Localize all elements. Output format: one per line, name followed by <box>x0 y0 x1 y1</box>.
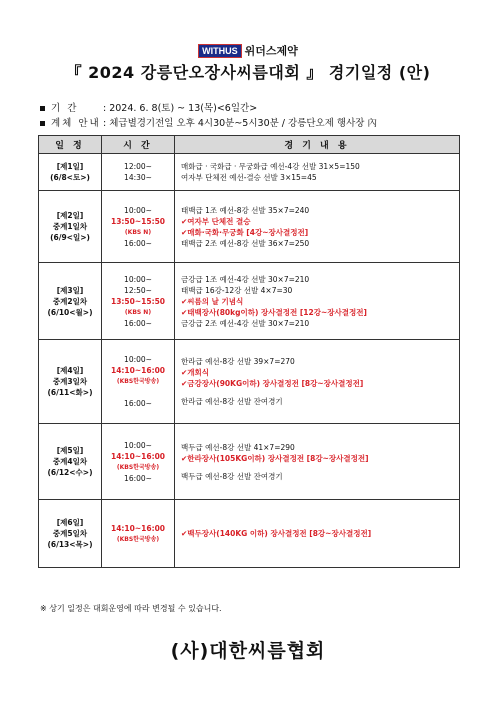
time-label: 14:10~16:00 <box>110 451 166 461</box>
bullet-square-icon <box>40 106 45 111</box>
info-text: : 체급별경기전일 오후 4시30분~5시30분 / 강릉단오제 행사장 內 <box>103 118 377 129</box>
day-label: 중계1일차 <box>52 222 88 231</box>
highlight-event: ✔금강장사(90KG이하) 장사결정전 [8강~장사결정전] <box>181 379 364 388</box>
table-row <box>39 154 460 191</box>
day-label: (6/8<토>) <box>50 173 90 182</box>
schedule-note: ※ 상기 일정은 대회운영에 따라 변경될 수 있습니다. <box>40 604 222 613</box>
day-cell <box>39 500 102 568</box>
event-line: 금강급 1조 예선-4강 선발 30×7=210 <box>181 274 310 284</box>
time-label <box>103 387 173 398</box>
time-label: 10:00~ <box>124 355 152 364</box>
event-line: 여자부 단체전 예선-결승 선발 3×15=45 <box>181 173 317 182</box>
logo-name: 위더스제약 <box>244 44 298 58</box>
info-weighin <box>40 115 377 129</box>
broadcaster-label: (KBS N) <box>124 228 152 236</box>
day-label: (6/13<목>) <box>47 540 93 549</box>
content-cell <box>175 500 460 568</box>
day-cell <box>39 340 102 424</box>
day-label: [제3일] <box>56 285 84 295</box>
logo-mark: WITHUS <box>198 44 242 58</box>
time-cell <box>102 424 175 500</box>
highlight-event: ✔씨름의 날 기념식 <box>181 296 244 306</box>
day-label: [제2일] <box>56 211 84 220</box>
info-period <box>40 100 257 114</box>
organization-name: (사)대한씨름협회 <box>170 640 326 662</box>
content-cell <box>175 340 460 424</box>
day-cell <box>39 263 102 340</box>
content-cell <box>175 263 460 340</box>
day-label: 중계3일차 <box>52 377 88 386</box>
time-cell <box>102 500 175 568</box>
day-label: [제5일] <box>56 446 84 455</box>
schedule-table <box>38 135 460 568</box>
page-title: 『 2024 강릉단오장사씨름대회 』 경기일정 (안) <box>65 63 431 82</box>
bullet-square-icon <box>40 121 45 126</box>
day-label: 중계5일차 <box>52 529 88 538</box>
day-label: [제4일] <box>56 366 84 375</box>
spacer <box>181 389 458 396</box>
header-time: 시 간 <box>102 136 175 154</box>
day-label: 중계2일차 <box>52 296 88 306</box>
time-label: 10:00~ <box>124 440 152 450</box>
time-cell <box>102 191 175 263</box>
day-label: [제6일] <box>56 518 84 527</box>
event-line: 태백급 1조 예선-8강 선발 35×7=240 <box>181 205 310 215</box>
table-row <box>39 191 460 263</box>
broadcaster-label: (KBS한국방송) <box>116 463 160 471</box>
table-row <box>39 424 460 500</box>
broadcaster-label: (KBS한국방송) <box>116 378 160 385</box>
highlight-event: ✔태백장사(80kg이하) 장사결정전 [12강~장사결정전] <box>181 307 367 317</box>
time-cell <box>102 263 175 340</box>
time-label: 16:00~ <box>124 318 152 328</box>
time-label: 10:00~ <box>124 274 152 284</box>
time-label: 10:00~ <box>124 205 152 215</box>
highlight-event: ✔여자부 단체전 결승 <box>181 216 251 226</box>
time-label: 13:50~15:50 <box>110 296 166 306</box>
time-label: 14:30~ <box>124 173 152 182</box>
highlight-event: ✔백두장사(140KG 이하) 장사결정전 [8강~장사결정전] <box>181 529 372 538</box>
highlight-event: ✔매화·국화·무궁화 [4강~장사결정전] <box>181 227 309 237</box>
day-cell <box>39 191 102 263</box>
highlight-event: ✔한라장사(105KG이하) 장사결정전 [8강~장사결정전] <box>181 453 369 463</box>
broadcaster-label: (KBS한국방송) <box>116 535 160 543</box>
spacer <box>181 464 458 471</box>
info-label: 계체 안내 <box>51 118 101 129</box>
time-label: 12:00~ <box>124 162 152 171</box>
day-label: (6/12<수>) <box>47 468 93 477</box>
info-label: 기 간 <box>51 103 79 114</box>
table-row <box>39 263 460 340</box>
event-line: 한라급 예선-8강 선발 잔여경기 <box>181 397 283 406</box>
header-content: 경 기 내 용 <box>175 136 460 154</box>
time-label: 16:00~ <box>124 473 152 483</box>
logo <box>0 40 496 59</box>
time-label: 13:50~15:50 <box>110 216 166 226</box>
time-label: 14:10~16:00 <box>110 523 166 533</box>
info-text: : 2024. 6. 8(토) ~ 13(목)<6일간> <box>103 103 258 114</box>
time-label: 12:50~ <box>124 285 152 295</box>
table-header-row <box>39 136 460 154</box>
highlight-event: ✔개회식 <box>181 368 210 377</box>
day-label: [제1일] <box>56 162 84 171</box>
event-line: 한라급 예선-8강 선발 39×7=270 <box>181 357 295 366</box>
day-cell <box>39 154 102 191</box>
broadcaster-label: (KBS N) <box>124 308 152 316</box>
table-row <box>39 500 460 568</box>
content-cell <box>175 154 460 191</box>
day-label: (6/10<월>) <box>47 307 93 317</box>
time-label: 14:10~16:00 <box>110 366 166 375</box>
table-row <box>39 340 460 424</box>
event-line: 매화급 · 국화급 · 무궁화급 예선-4강 선발 31×5=150 <box>181 162 360 171</box>
event-line: 태백급 16강-12강 선발 4×7=30 <box>181 285 293 295</box>
event-line: 백두급 예선-8강 선발 41×7=290 <box>181 442 295 452</box>
time-label: 16:00~ <box>124 238 152 248</box>
content-cell <box>175 424 460 500</box>
time-cell <box>102 340 175 424</box>
day-label: 중계4일차 <box>52 457 88 466</box>
day-label: (6/11<화>) <box>47 388 93 397</box>
event-line: 백두급 예선-8강 선발 잔여경기 <box>181 471 283 481</box>
event-line: 금강급 2조 예선-4강 선발 30×7=210 <box>181 318 310 328</box>
day-cell <box>39 424 102 500</box>
header-day: 일 정 <box>39 136 102 154</box>
content-cell <box>175 191 460 263</box>
time-label: 16:00~ <box>124 399 152 408</box>
event-line: 태백급 2조 예선-8강 선발 36×7=250 <box>181 238 310 248</box>
day-label: (6/9<일>) <box>50 233 90 242</box>
time-cell <box>102 154 175 191</box>
